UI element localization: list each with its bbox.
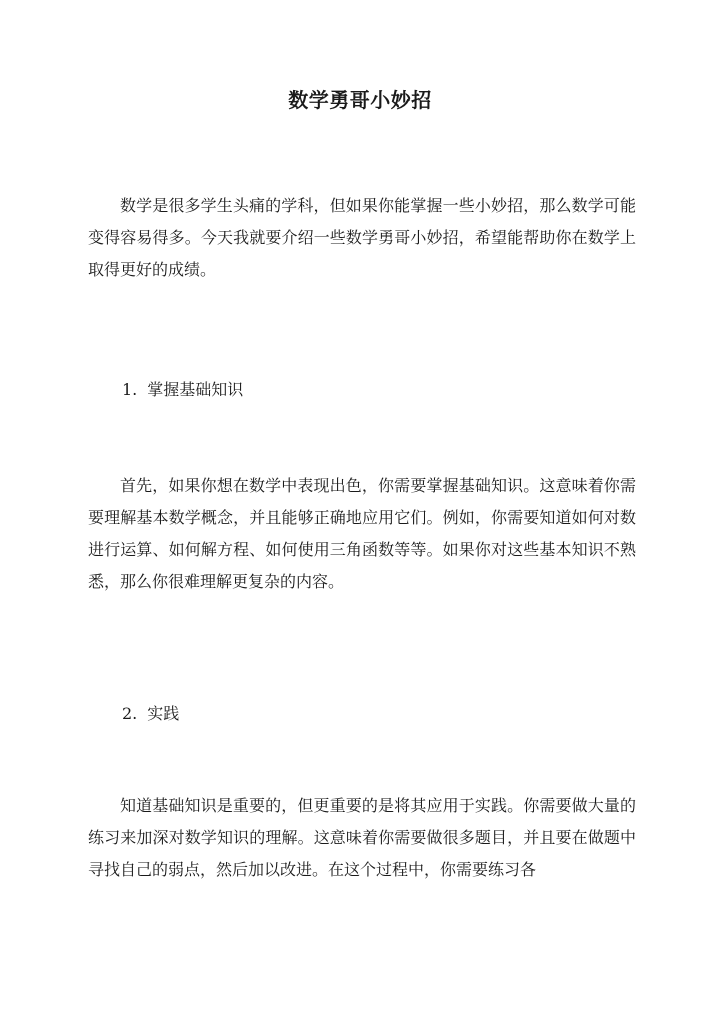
section-heading-text: 实践 — [147, 704, 180, 723]
intro-paragraph: 数学是很多学生头痛的学科，但如果你能掌握一些小妙招，那么数学可能变得容易得多。今天我就要介绍一些数学勇哥小妙招，希望能帮助你在数学上取得更好的成绩。 — [88, 196, 636, 279]
section-heading-text: 掌握基础知识 — [147, 380, 244, 399]
document-title: 数学勇哥小妙招 — [288, 88, 432, 112]
section-body-1: 首先，如果你想在数学中表现出色，你需要掌握基础知识。这意味着你需要理解基本数学概念，并且能够正确地应用它们。例如，你需要知道如何对数进行运算、如何解方程、如何使用三角函数等等。如果你对这些基本知识不熟悉，那么你很难理解更复杂的内容。 — [88, 476, 636, 591]
section-body-2: 知道基础知识是重要的，但更重要的是将其应用于实践。你需要做大量的练习来加深对数学知识的理解。这意味着你需要做很多题目，并且要在做题中寻找自己的弱点，然后加以改进。在这个过程中，你需要练习各 — [88, 796, 636, 879]
section-heading-2 — [122, 698, 179, 730]
section-number: 2. — [122, 704, 138, 723]
section-heading-1 — [122, 374, 243, 406]
section-number: 1. — [122, 380, 138, 399]
